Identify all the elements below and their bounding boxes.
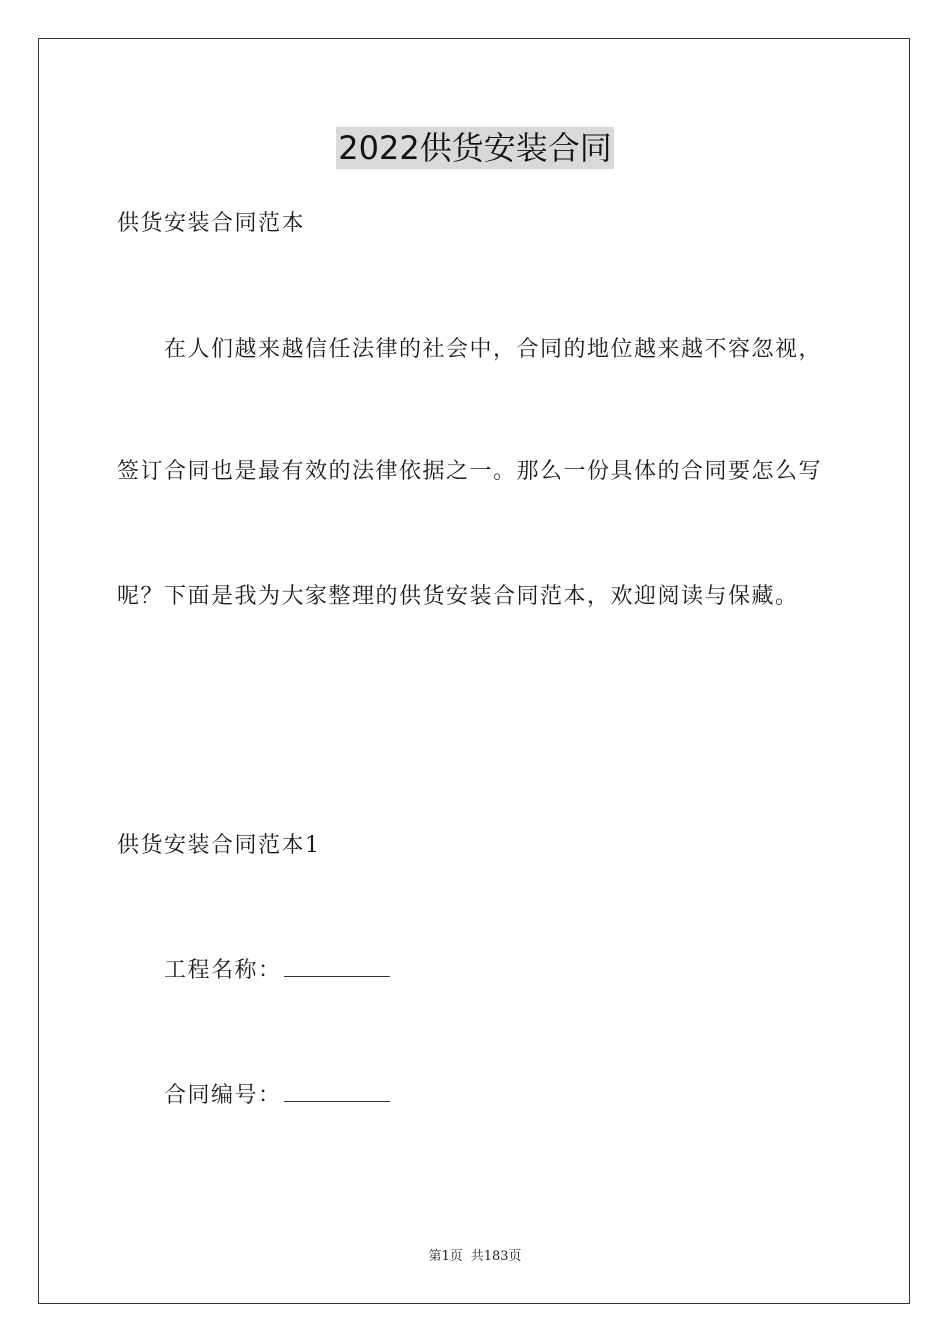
field-label: 工程名称：	[164, 958, 282, 983]
field-contract-number	[164, 1081, 390, 1111]
field-label: 合同编号：	[164, 1083, 282, 1108]
section-heading: 供货安装合同范本1	[117, 833, 321, 858]
page-current: 第1页	[428, 1249, 463, 1264]
intro-line-1: 在人们越来越信任法律的社会中，合同的地位越来越不容忽视，	[164, 337, 823, 362]
page-footer	[0, 1248, 950, 1266]
contract-number-blank	[284, 1081, 390, 1102]
page-total: 共183页	[470, 1249, 522, 1264]
intro-line-2: 签订合同也是最有效的法律依据之一。那么一份具体的合同要怎么写	[117, 459, 823, 484]
intro-line-3: 呢？下面是我为大家整理的供货安装合同范本，欢迎阅读与保藏。	[117, 584, 799, 609]
document-title: 2022供货安装合同	[338, 129, 612, 167]
project-name-blank	[284, 956, 390, 977]
field-project-name	[164, 956, 390, 986]
document-subtitle: 供货安装合同范本	[117, 211, 306, 236]
title-container	[0, 127, 950, 169]
